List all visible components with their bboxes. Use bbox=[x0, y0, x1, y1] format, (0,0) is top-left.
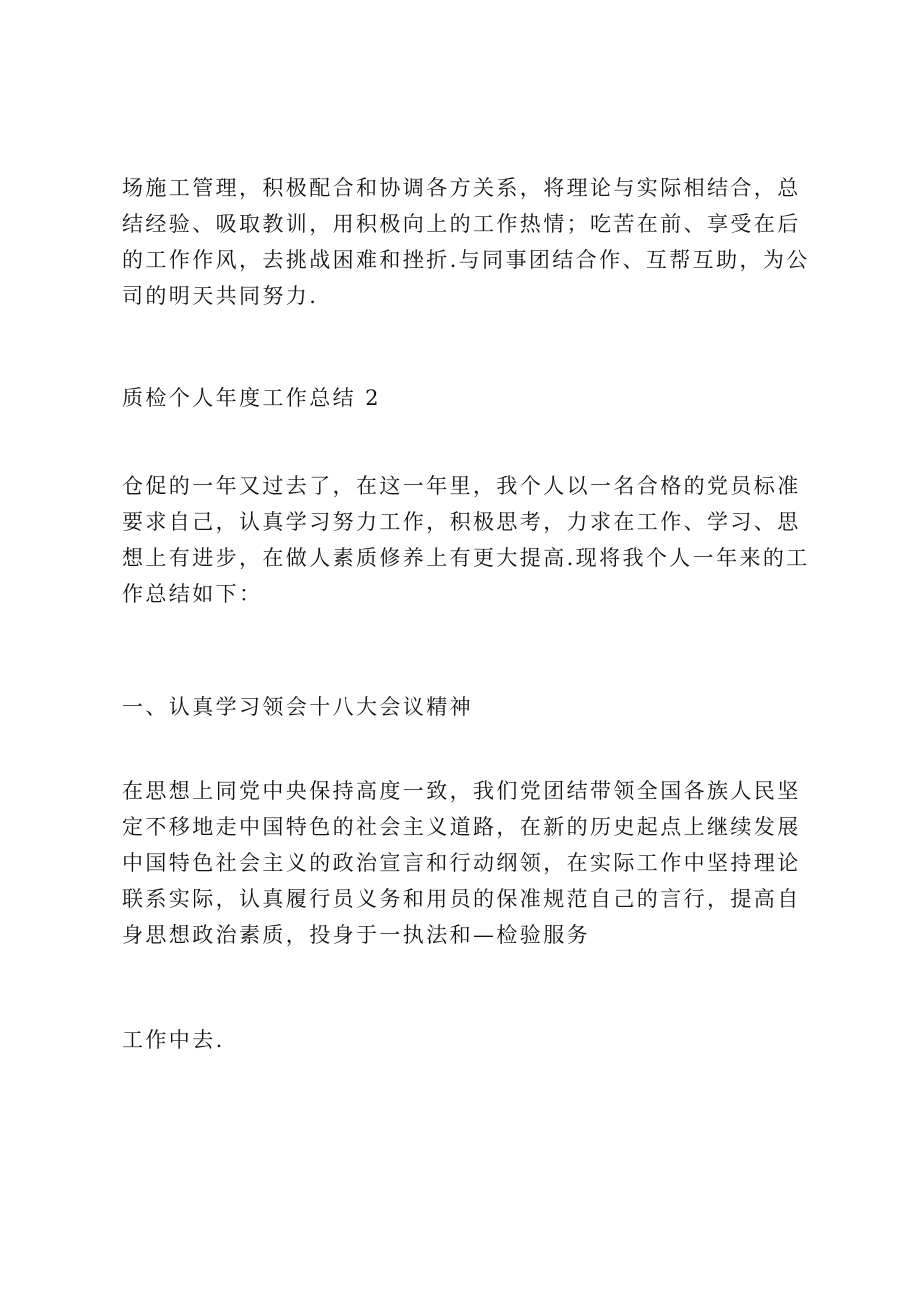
closing-paragraph bbox=[122, 1022, 802, 1058]
text-line: 仓促的一年又过去了，在这一年里，我个人以一名合格的党员标准 bbox=[122, 474, 801, 498]
subheading-text: 一、认真学习领会十八大会议精神 bbox=[122, 695, 473, 719]
text-line: 结经验、吸取教训，用积极向上的工作热情；吃苦在前、享受在后 bbox=[122, 212, 801, 236]
text-line: 想上有进步，在做人素质修养上有更大提高.现将我个人一年来的工 bbox=[122, 546, 810, 570]
text-line: 要求自己，认真学习努力工作，积极思考，力求在工作、学习、思 bbox=[122, 510, 801, 534]
text-line: 在思想上同党中央保持高度一致，我们党团结带领全国各族人民坚 bbox=[122, 779, 801, 803]
text-line: 司的明天共同努力. bbox=[122, 284, 319, 308]
text-line: 的工作作风，去挑战困难和挫折.与同事团结合作、互帮互助，为公 bbox=[122, 248, 810, 272]
text-line: 工作中去. bbox=[122, 1028, 225, 1052]
text-line: 场施工管理，积极配合和协调各方关系，将理论与实际相结合，总 bbox=[122, 176, 801, 200]
opening-paragraph bbox=[122, 468, 810, 612]
text-line: 中国特色社会主义的政治宣言和行动纲领，在实际工作中坚持理论 bbox=[122, 851, 801, 875]
body-paragraph bbox=[122, 773, 802, 953]
subheading bbox=[122, 689, 802, 725]
section-title bbox=[122, 380, 802, 416]
intro-paragraph bbox=[122, 170, 810, 314]
text-line: 定不移地走中国特色的社会主义道路，在新的历史起点上继续发展 bbox=[122, 815, 801, 839]
text-line: 身思想政治素质，投身于一执法和—检验服务 bbox=[122, 923, 590, 947]
text-line: 作总结如下： bbox=[122, 582, 263, 606]
section-title-text: 质检个人年度工作总结 2 bbox=[122, 386, 381, 410]
text-line: 联系实际，认真履行员义务和用员的保准规范自己的言行，提高自 bbox=[122, 887, 801, 911]
